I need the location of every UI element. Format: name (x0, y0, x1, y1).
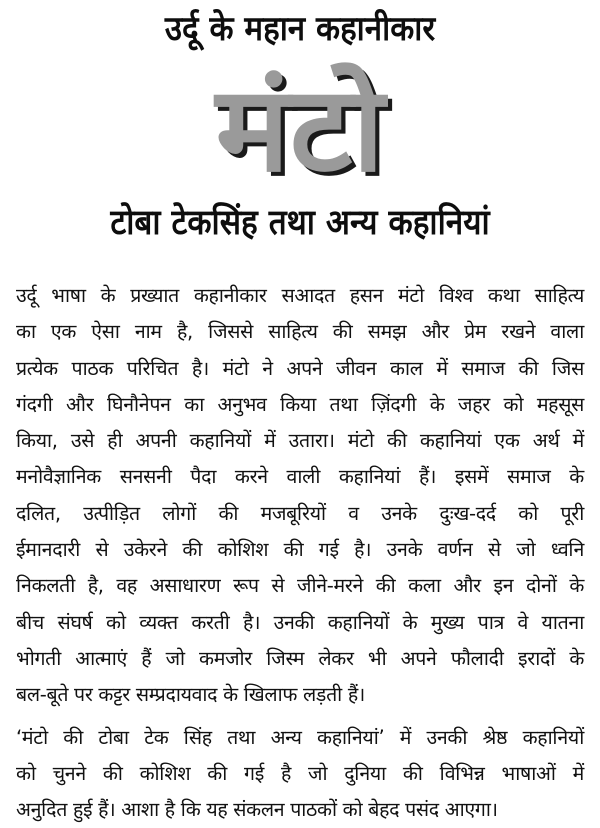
text-line: उर्दू भाषा के प्रख्यात कहानीकार सआदत हसन मंटो विश्व कथा साहित्य (16, 284, 584, 307)
text-line: को चुनने की कोशिश की गई है जो दुनिया की विभिन्न भाषाओं में (16, 761, 584, 785)
text-line: भोगती आत्माएं हैं जो कमजोर जिस्म लेकर भी अपने फौलादी इरादों के (16, 646, 584, 670)
blurb-text (16, 278, 584, 828)
text-line: किया, उसे ही अपनी कहानियों में उतारा। मंटो की कहानियां एक अर्थ में (16, 429, 584, 453)
overline-heading: उर्दू के महान कहानीकार (164, 9, 436, 49)
text-line: गंदगी और घिनौनेपन का अनुभव किया तथा ज़िंदगी के जहर को महसूस (16, 392, 584, 416)
text-line: बीच संघर्ष को व्यक्त करती है। उनकी कहानियों के मुख्य पात्र वे यातना (16, 610, 584, 634)
text-line: बल-बूते पर कट्टर सम्प्रदायवाद के खिलाफ लड़ती हैं। (16, 683, 365, 707)
book-subtitle: टोबा टेकसिंह तथा अन्य कहानियां (110, 203, 490, 243)
book-title: मंटो (215, 59, 385, 198)
text-line: निकलती है, वह असाधारण रूप से जीने-मरने की कला और इन दोनों के (16, 574, 584, 598)
text-line: ‘मंटो की टोबा टेक सिंह तथा अन्य कहानियां’ में उनकी श्रेष्ठ कहानियों (16, 725, 584, 749)
text-line: का एक ऐसा नाम है, जिससे साहित्य की समझ और प्रेम रखने वाला (16, 320, 584, 344)
text-line: मनोवैज्ञानिक सनसनी पैदा करने वाली कहानियां हैं। इसमें समाज के (16, 465, 584, 489)
text-line: प्रत्येक पाठक परिचित है। मंटो ने अपने जीवन काल में समाज की जिस (16, 356, 584, 380)
text-line: अनुदित हुई हैं। आशा है कि यह संकलन पाठकों को बेहद पसंद आएगा। (16, 798, 498, 822)
text-line: ईमानदारी से उकेरने की कोशिश की गई है। उनके वर्णन से जो ध्वनि (16, 538, 584, 562)
blurb-paragraph-1 (16, 278, 584, 714)
blurb-paragraph-2 (16, 720, 584, 828)
text-line: दलित, उत्पीड़ित लोगों की मजबूरियों व उनके दुःख-दर्द को पूरी (16, 501, 584, 525)
